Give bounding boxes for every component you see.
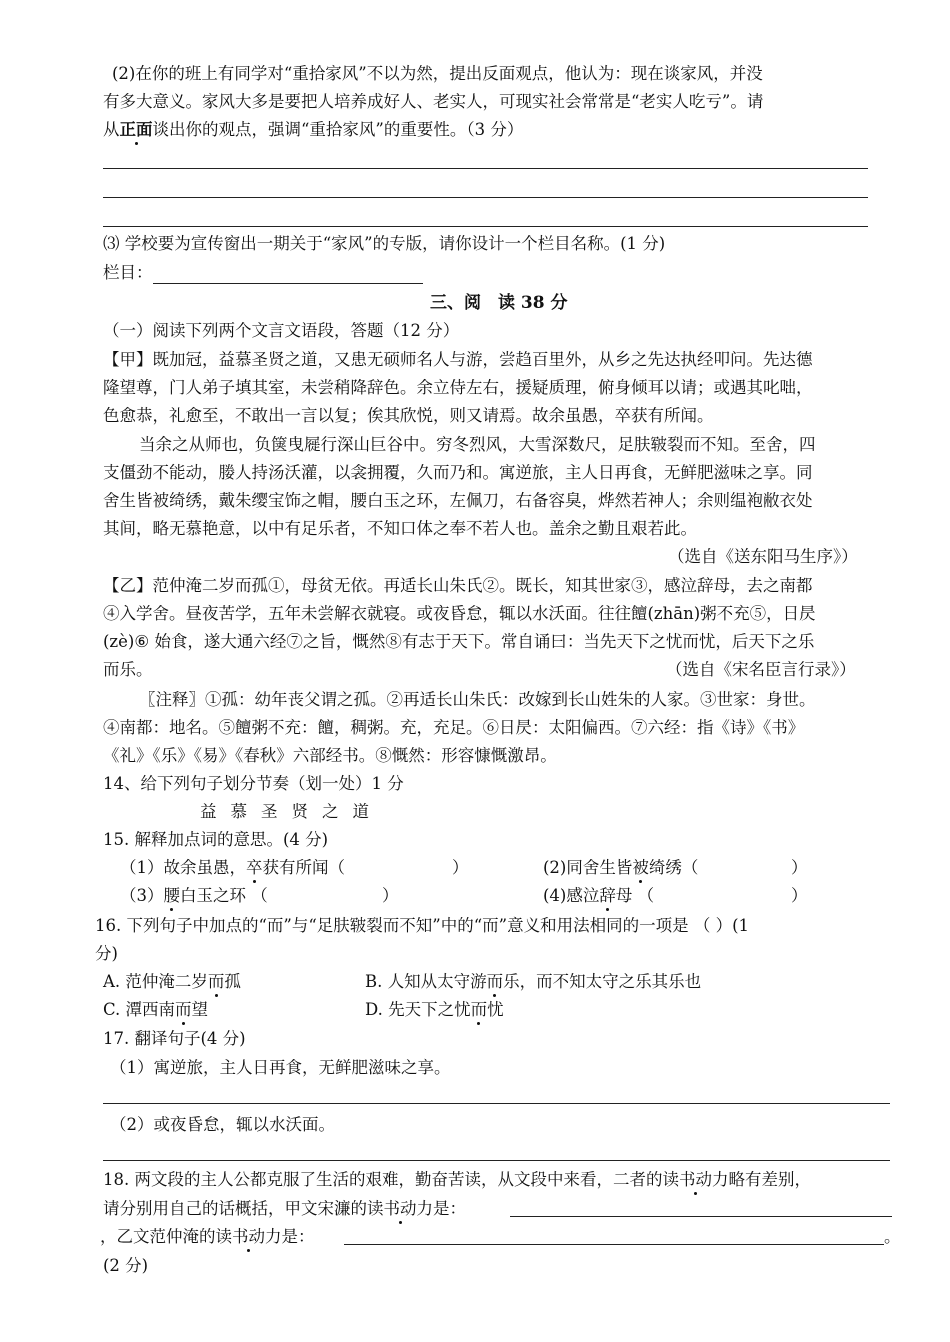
answer-line[interactable] — [103, 197, 868, 198]
jia-source: （选自《送东阳马生序》） — [668, 547, 858, 566]
q16-option-b[interactable] — [365, 971, 701, 993]
q18-line1 — [103, 1169, 811, 1191]
emphasis-zhengmian: 正面 — [119, 120, 153, 139]
q18-l3-pre: ，乙文范仲淹的 — [100, 1227, 216, 1246]
q18-line2 — [103, 1198, 466, 1220]
answer-line[interactable] — [103, 1103, 890, 1104]
q18-score: (2 分) — [103, 1256, 149, 1275]
q18-l2-pre: 请分别用自己的话概括，甲文宋濂的 — [103, 1199, 367, 1218]
q2-line1: (2)在你的班上有同学对“重拾家风”不以为然，提出反面观点，他认为：现在谈家风，并没 — [112, 64, 763, 83]
yi-line: 【乙】范仲淹二岁而孤①，母贫无依。再适长山朱氏②。既长，知其世家③，感泣辞母，去之南都 — [103, 576, 813, 595]
q16-option-c[interactable] — [103, 999, 208, 1021]
q15-item-2 — [543, 857, 698, 879]
q15-blank-2[interactable]: ） — [791, 858, 808, 877]
q16-option-d[interactable] — [365, 999, 504, 1021]
q14-sentence[interactable] — [200, 801, 369, 823]
q15-d-post: 母 （ — [615, 886, 655, 905]
jia-p2-line: 其间，略无慕艳意，以中有足乐者，不知口体之奉不若人也。盖余之勤且艰若此。 — [103, 519, 697, 538]
q18-dot-word: 读书动力 — [662, 1170, 729, 1189]
q17-sentence-1: （1）寓逆旅，主人日再食，无鲜肥滋味之享。 — [110, 1058, 451, 1077]
q18-l1-post: 略有差别， — [728, 1170, 811, 1189]
q2-line3 — [103, 119, 523, 141]
q15-a-dot: 卒 — [246, 858, 263, 877]
q16-a-post: 孤 — [224, 972, 241, 991]
yi-last-line: 而乐。 — [103, 660, 153, 679]
q3-label-text: 栏目： — [103, 263, 153, 282]
q14-text: 14、给下列句子划分节奏（划一处）1 分 — [103, 774, 404, 793]
q18-l3-post: 是： — [281, 1227, 315, 1246]
q16-c-pre: C. 潭西南 — [103, 1000, 176, 1019]
q16-b-dot: 而 — [486, 972, 504, 991]
answer-line[interactable] — [344, 1244, 884, 1245]
q16-a-dot: 而 — [207, 972, 225, 991]
q15-b-pre: (2)同舍生皆 — [543, 858, 633, 877]
q16-option-a[interactable] — [103, 971, 241, 993]
jia-p1-line: 色愈恭，礼愈至，不敢出一言以复；俟其欣悦，则又请焉。故余虽愚，卒获有所闻。 — [103, 406, 714, 425]
yi-line: (zè)⑥ 始食，遂大通六经⑦之旨，慨然⑧有志于天下。常自诵曰：当先天下之忧而忧，后天下之乐 — [103, 632, 815, 651]
q17-text: 17. 翻译句子(4 分) — [103, 1029, 246, 1048]
answer-line[interactable] — [103, 1160, 890, 1161]
part1-heading: （一）阅读下列两个文言文语段，答题（12 分） — [103, 321, 460, 340]
q15-c-dot: 腰 — [163, 886, 180, 905]
notes-line: 《礼》《乐》《易》《春秋》六部经书。⑧慨然：形容慷慨激昂。 — [103, 746, 557, 765]
q18-l1-pre: 18. 两文段的主人公都克服了生活的艰难，勤奋苦读，从文段中来看，二者的 — [103, 1170, 663, 1189]
q15-d-pre: (4)感泣 — [543, 886, 600, 905]
q15-b-dot: 被 — [632, 858, 649, 877]
jia-p2-line: 当余之从师也，负箧曳屣行深山巨谷中。穷冬烈风，大雪深数尺，足肤皲裂而不知。至舍，四 — [139, 435, 816, 454]
q2-line2: 有多大意义。家风大多是要把人培养成好人、老实人，可现实社会常常是“老实人吃亏”。请 — [103, 92, 764, 111]
q18-l2-post: 是： — [433, 1199, 466, 1218]
q17-sentence-2: （2）或夜昏怠，辄以水沃面。 — [110, 1115, 335, 1134]
q2-line3-pre: 从 — [103, 120, 120, 139]
yi-source: （选自《宋名臣言行录》） — [666, 660, 856, 679]
q14-char: 贤 — [291, 802, 308, 821]
q3-label — [103, 262, 423, 284]
q15-a-pre: （1）故余虽愚， — [120, 858, 246, 877]
q15-item-3 — [120, 885, 268, 907]
jia-p1-line: 【甲】既加冠，益慕圣贤之道，又患无硕师名人与游，尝趋百里外，从乡之先达执经叩问。先达德 — [103, 350, 813, 369]
q16-line1: 16. 下列句子中加点的“而”与“足肤皲裂而不知”中的“而”意义和用法相同的一项是 （ ）(1 — [95, 916, 750, 935]
q15-d-dot: 辞 — [599, 886, 616, 905]
q15-blank-4[interactable]: ） — [791, 886, 808, 905]
notes-line: 〖注释〗①孤：幼年丧父谓之孤。②再适长山朱氏：改嫁到长山姓朱的人家。③世家：身世。 — [139, 690, 816, 709]
column-name-blank[interactable] — [153, 267, 423, 284]
q15-blank-3[interactable]: ） — [382, 886, 399, 905]
q16-d-post: 忧 — [487, 1000, 504, 1019]
q16-d-pre: D. 先天下之忧 — [365, 1000, 471, 1019]
answer-line[interactable] — [103, 168, 868, 169]
q15-a-post: 获有所闻（ — [262, 858, 345, 877]
q15-b-post: 绮绣（ — [648, 858, 699, 877]
q2-line3-post: 谈出你的观点，强调“重拾家风”的重要性。（3 分） — [152, 120, 524, 139]
q16-line2: 分) — [95, 944, 118, 963]
q14-char: 慕 — [230, 802, 247, 821]
q14-char: 道 — [352, 802, 369, 821]
yi-line: ④入学舍。昼夜苦学，五年未尝解衣就寝。或夜昏怠，辄以水沃面。往往饘(zhān)粥不充⑤，日昃 — [103, 604, 816, 623]
q18-end: 。 — [884, 1227, 901, 1246]
answer-line[interactable] — [103, 226, 868, 227]
q15-item-1 — [120, 857, 345, 879]
q15-c-pre: （3） — [120, 886, 164, 905]
answer-line[interactable] — [510, 1216, 892, 1217]
q16-c-post: 望 — [191, 1000, 209, 1019]
jia-p2-line: 支僵劲不能动，媵人持汤沃灌，以衾拥覆，久而乃和。寓逆旅，主人日再食，无鲜肥滋味之享。同 — [103, 463, 813, 482]
jia-p1-line: 隆望尊，门人弟子填其室，未尝稍降辞色。余立侍左右，援疑质理，俯身倾耳以请；或遇其叱咄， — [103, 378, 813, 397]
q14-char: 圣 — [261, 802, 278, 821]
q18-dot-word: 读书动力 — [367, 1199, 433, 1218]
q14-char: 之 — [322, 802, 339, 821]
q15-text: 15. 解释加点词的意思。(4 分) — [103, 830, 329, 849]
q16-b-post: 乐，而不知太守之乐其乐也 — [503, 972, 702, 991]
notes-line: ④南都：地名。⑤饘粥不充：饘，稠粥。充，充足。⑥日昃：太阳偏西。⑦六经：指《诗》《书》 — [103, 718, 805, 737]
q18-line3 — [100, 1226, 315, 1248]
q15-blank-1[interactable]: ） — [452, 858, 469, 877]
q14-char: 益 — [200, 802, 217, 821]
q16-a-pre: A. 范仲淹二岁 — [103, 972, 208, 991]
q16-b-pre: B. 人知从太守游 — [365, 972, 487, 991]
section-title: 三、阅 读 38 分 — [430, 293, 568, 313]
jia-p2-line: 舍生皆被绮绣，戴朱缨宝饰之帽，腰白玉之环，左佩刀，右备容臭，烨然若神人；余则缊袍敝衣处 — [103, 491, 813, 510]
q15-c-post: 白玉之环 （ — [180, 886, 268, 905]
q15-item-4 — [543, 885, 654, 907]
q18-dot-word: 读书动力 — [215, 1227, 282, 1246]
q16-c-dot: 而 — [175, 1000, 192, 1019]
q3-line1: ⑶ 学校要为宣传窗出一期关于“家风”的专版，请你设计一个栏目名称。(1 分) — [103, 234, 666, 253]
q16-d-dot: 而 — [470, 1000, 488, 1019]
